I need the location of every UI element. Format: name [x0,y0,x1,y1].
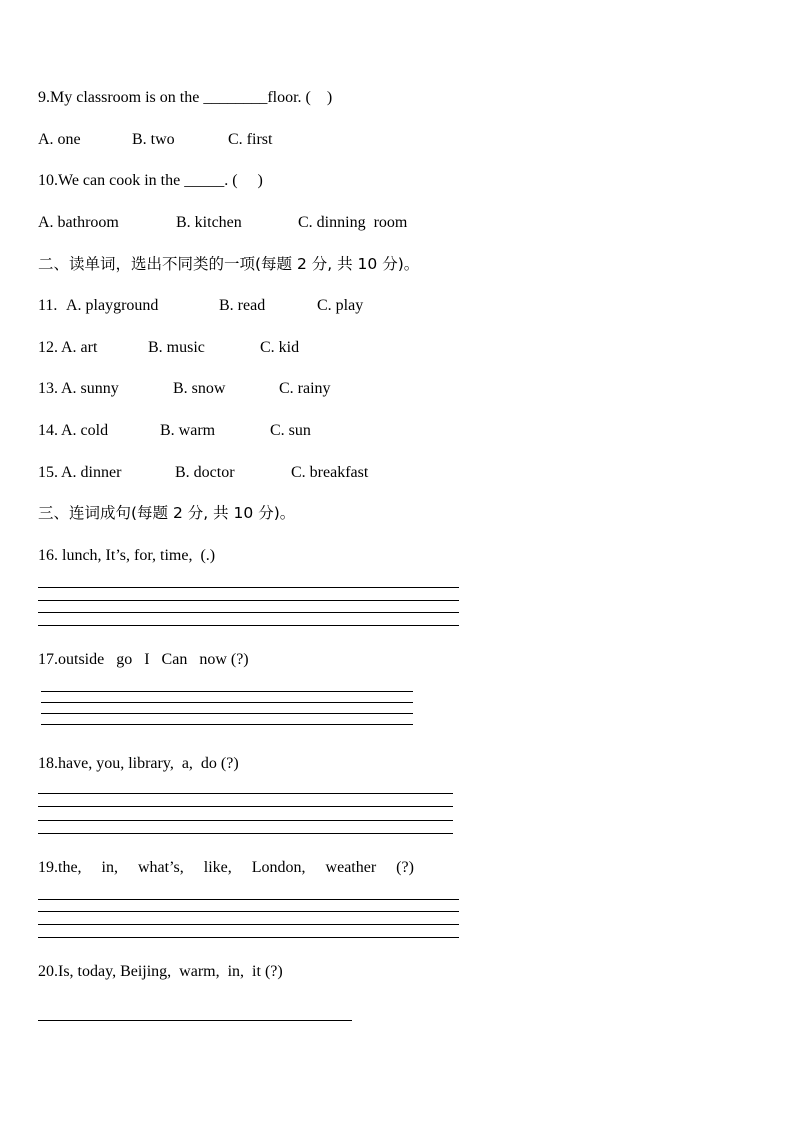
option-b: B. two [132,131,175,148]
answer-line [38,924,459,925]
answer-line [38,600,459,601]
option-b: B. music [148,339,205,356]
answer-line [38,625,459,626]
question-14 [38,421,638,441]
option-a: A. playground [66,297,159,314]
option-c: C. sun [270,422,311,439]
section-3-heading: 三、连词成句(每题 2 分, 共 10 分)。 [38,504,296,522]
question-11 [38,296,638,316]
option-c: C. breakfast [291,464,369,481]
question-16-prompt: 16. lunch, It’s, for, time, (.) [38,547,216,564]
option-c: C. first [228,131,273,148]
option-a: A. dinner [61,464,122,481]
question-9-stem: 9.My classroom is on the ________floor. ( ) [38,89,333,106]
question-12 [38,338,638,358]
option-b: B. warm [160,422,216,439]
option-c: C. play [317,297,364,314]
option-b: B. read [219,297,266,314]
answer-line [38,587,459,588]
question-18-prompt: 18.have, you, library, a, do (?) [38,755,239,772]
answer-line [41,702,413,703]
question-number: 11. [38,297,58,314]
answer-line [38,806,453,807]
question-20-answer-line [38,1020,352,1021]
answer-line [41,724,413,725]
option-a: A. bathroom [38,214,119,231]
answer-line [41,691,413,692]
question-13 [38,379,638,399]
question-number: 13. [38,380,58,397]
question-number: 15. [38,464,58,481]
answer-line [38,793,453,794]
option-b: B. kitchen [176,214,242,231]
section-2-heading: 二、读单词，选出不同类的一项(每题 2 分, 共 10 分)。 [38,255,420,273]
option-a: A. sunny [61,380,119,397]
answer-line [38,899,459,900]
question-15 [38,463,638,483]
answer-line [38,612,459,613]
answer-line [38,833,453,834]
option-b: B. doctor [175,464,235,481]
answer-line [38,820,453,821]
answer-line [38,937,459,938]
option-c: C. rainy [279,380,331,397]
option-a: A. art [61,339,98,356]
option-c: C. kid [260,339,300,356]
question-20-prompt: 20.Is, today, Beijing, warm, in, it (?) [38,963,283,980]
question-number: 14. [38,422,58,439]
question-10-options [38,213,638,233]
answer-line [38,911,459,912]
question-17-prompt: 17.outside go I Can now (?) [38,651,249,668]
option-b: B. snow [173,380,226,397]
question-number: 12. [38,339,58,356]
option-a: A. one [38,131,81,148]
question-10-stem: 10.We can cook in the _____. ( ) [38,172,263,189]
question-9-options [38,130,638,150]
option-c: C. dinning room [298,214,408,231]
option-a: A. cold [61,422,109,439]
answer-line [41,713,413,714]
question-19-prompt: 19.the, in, what’s, like, London, weather (?) [38,859,414,876]
